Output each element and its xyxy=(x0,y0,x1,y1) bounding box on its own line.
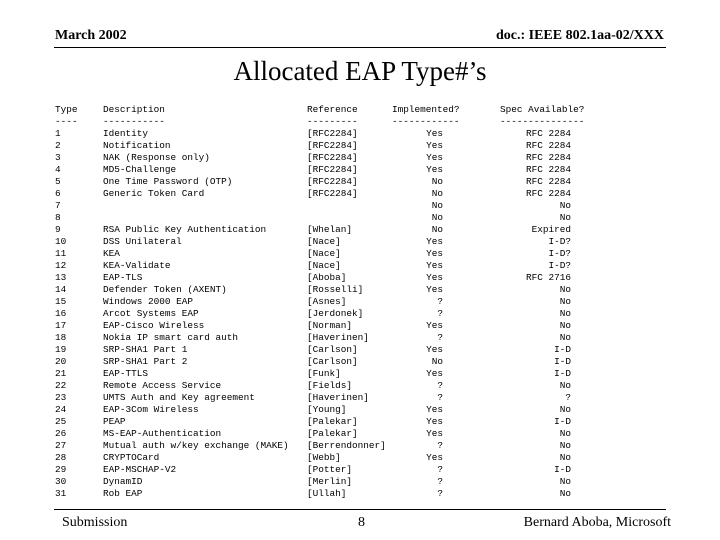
cell-spec-available: No xyxy=(559,404,571,415)
header-doc-id: doc.: IEEE 802.1aa-02/XXX xyxy=(495,28,664,43)
cell-reference: [RFC2284] xyxy=(307,176,358,187)
cell-spec-available: No xyxy=(559,476,571,487)
cell-description: Mutual auth w/key exchange (MAKE) xyxy=(103,440,289,451)
cell-description: Remote Access Service xyxy=(103,380,222,391)
cell-reference: [Asnes] xyxy=(307,296,347,307)
cell-spec-available: RFC 2284 xyxy=(525,176,571,187)
cell-description: SRP-SHA1 Part 1 xyxy=(103,344,188,355)
cell-implemented: No xyxy=(431,356,443,367)
cell-description: Generic Token Card xyxy=(103,188,205,199)
cell-type: 1 xyxy=(55,128,61,139)
cell-spec-available: RFC 2284 xyxy=(525,164,571,175)
cell-implemented: No xyxy=(431,212,443,223)
cell-reference: [Merlin] xyxy=(307,476,353,487)
cell-description: EAP-Cisco Wireless xyxy=(103,320,205,331)
cell-type: 8 xyxy=(55,212,61,223)
col-rule-spec-available: --------------- xyxy=(500,116,585,127)
cell-reference: [Young] xyxy=(307,404,347,415)
cell-type: 21 xyxy=(55,368,67,379)
cell-spec-available: No xyxy=(559,320,571,331)
cell-implemented: Yes xyxy=(426,344,443,355)
cell-type: 11 xyxy=(55,248,67,259)
table-header-rule-row xyxy=(55,116,585,128)
cell-reference: [Carlson] xyxy=(307,356,358,367)
table-row xyxy=(55,296,571,308)
cell-implemented: No xyxy=(431,188,443,199)
cell-type: 13 xyxy=(55,272,67,283)
cell-reference: [Nace] xyxy=(307,248,341,259)
cell-type: 31 xyxy=(55,488,67,499)
cell-implemented: Yes xyxy=(426,152,443,163)
header-date: March 2002 xyxy=(55,28,127,43)
cell-description: CRYPTOCard xyxy=(103,452,160,463)
cell-spec-available: No xyxy=(559,428,571,439)
table-row xyxy=(55,320,571,332)
col-header-description: Description xyxy=(103,104,165,115)
cell-description: DynamID xyxy=(103,476,143,487)
cell-type: 12 xyxy=(55,260,67,271)
cell-description: KEA-Validate xyxy=(103,260,171,271)
cell-spec-available: No xyxy=(559,440,571,451)
table-row xyxy=(55,344,571,356)
cell-implemented: ? xyxy=(437,476,443,487)
cell-implemented: ? xyxy=(437,440,443,451)
cell-type: 6 xyxy=(55,188,61,199)
cell-spec-available: No xyxy=(559,488,571,499)
cell-reference: [Palekar] xyxy=(307,428,358,439)
table-row xyxy=(55,284,571,296)
cell-implemented: ? xyxy=(437,392,443,403)
cell-description: Nokia IP smart card auth xyxy=(103,332,239,343)
cell-description: Arcot Systems EAP xyxy=(103,308,199,319)
cell-spec-available: ? xyxy=(565,392,571,403)
cell-spec-available: No xyxy=(559,332,571,343)
cell-type: 5 xyxy=(55,176,61,187)
cell-reference: [Berrendonner] xyxy=(307,440,386,451)
cell-spec-available: No xyxy=(559,380,571,391)
cell-spec-available: RFC 2284 xyxy=(525,140,571,151)
cell-spec-available: No xyxy=(559,284,571,295)
table-row xyxy=(55,440,571,452)
table-row xyxy=(55,356,571,368)
table-row xyxy=(55,428,571,440)
cell-type: 24 xyxy=(55,404,67,415)
cell-implemented: ? xyxy=(437,296,443,307)
cell-type: 26 xyxy=(55,428,67,439)
cell-reference: [RFC2284] xyxy=(307,152,358,163)
cell-implemented: Yes xyxy=(426,164,443,175)
cell-reference: [RFC2284] xyxy=(307,128,358,139)
cell-description: DSS Unilateral xyxy=(103,236,182,247)
footer-submission: Submission xyxy=(62,515,128,530)
table-row xyxy=(55,380,571,392)
cell-implemented: Yes xyxy=(426,416,443,427)
cell-description: NAK (Response only) xyxy=(103,152,210,163)
table-row xyxy=(55,476,571,488)
cell-reference: [Jerdonek] xyxy=(307,308,364,319)
table-row xyxy=(55,212,571,224)
cell-reference: [Haverinen] xyxy=(307,332,369,343)
cell-reference: [RFC2284] xyxy=(307,140,358,151)
cell-type: 19 xyxy=(55,344,67,355)
table-row xyxy=(55,164,571,176)
cell-implemented: ? xyxy=(437,332,443,343)
table-row xyxy=(55,260,571,272)
col-header-spec-available: Spec Available? xyxy=(500,104,585,115)
cell-spec-available: I-D xyxy=(554,464,571,475)
cell-type: 23 xyxy=(55,392,67,403)
table-row xyxy=(55,236,571,248)
col-header-type: Type xyxy=(55,104,78,115)
table-row xyxy=(55,488,571,500)
cell-spec-available: RFC 2716 xyxy=(525,272,571,283)
cell-type: 10 xyxy=(55,236,67,247)
cell-reference: [RFC2284] xyxy=(307,188,358,199)
cell-implemented: Yes xyxy=(426,404,443,415)
cell-reference: [Aboba] xyxy=(307,272,347,283)
header-divider xyxy=(54,47,666,48)
cell-implemented: Yes xyxy=(426,428,443,439)
cell-implemented: Yes xyxy=(426,128,443,139)
cell-spec-available: I-D? xyxy=(548,248,571,259)
cell-implemented: ? xyxy=(437,380,443,391)
cell-reference: [Ullah] xyxy=(307,488,347,499)
page-number: 8 xyxy=(358,515,365,530)
cell-reference: [Haverinen] xyxy=(307,392,369,403)
col-rule-description: ----------- xyxy=(103,116,165,127)
table-row xyxy=(55,140,571,152)
cell-reference: [Rosselli] xyxy=(307,284,364,295)
col-rule-reference: --------- xyxy=(307,116,358,127)
cell-type: 29 xyxy=(55,464,67,475)
cell-description: Windows 2000 EAP xyxy=(103,296,194,307)
cell-type: 25 xyxy=(55,416,67,427)
cell-reference: [Carlson] xyxy=(307,344,358,355)
cell-implemented: Yes xyxy=(426,320,443,331)
cell-type: 15 xyxy=(55,296,67,307)
cell-type: 22 xyxy=(55,380,67,391)
cell-spec-available: RFC 2284 xyxy=(525,188,571,199)
cell-type: 16 xyxy=(55,308,67,319)
table-row xyxy=(55,152,571,164)
cell-description: Notification xyxy=(103,140,171,151)
cell-implemented: Yes xyxy=(426,272,443,283)
table-row xyxy=(55,308,571,320)
cell-reference: [Webb] xyxy=(307,452,341,463)
cell-description: One Time Password (OTP) xyxy=(103,176,233,187)
footer-divider xyxy=(54,509,666,510)
col-rule-implemented: ------------ xyxy=(392,116,460,127)
cell-spec-available: I-D xyxy=(554,416,571,427)
cell-description: EAP-TLS xyxy=(103,272,143,283)
cell-description: PEAP xyxy=(103,416,126,427)
table-row xyxy=(55,404,571,416)
table-row xyxy=(55,368,571,380)
cell-type: 3 xyxy=(55,152,61,163)
cell-spec-available: No xyxy=(559,212,571,223)
cell-description: SRP-SHA1 Part 2 xyxy=(103,356,188,367)
cell-implemented: ? xyxy=(437,464,443,475)
col-header-reference: Reference xyxy=(307,104,358,115)
cell-spec-available: I-D xyxy=(554,356,571,367)
table-row xyxy=(55,224,571,236)
eap-type-table xyxy=(55,104,585,500)
cell-spec-available: Expired xyxy=(531,224,571,235)
cell-type: 20 xyxy=(55,356,67,367)
cell-type: 7 xyxy=(55,200,61,211)
cell-implemented: ? xyxy=(437,308,443,319)
table-body xyxy=(55,128,571,500)
cell-description: MS-EAP-Authentication xyxy=(103,428,222,439)
cell-implemented: Yes xyxy=(426,248,443,259)
cell-type: 17 xyxy=(55,320,67,331)
table-row xyxy=(55,200,571,212)
cell-reference: [Potter] xyxy=(307,464,353,475)
cell-description: Defender Token (AXENT) xyxy=(103,284,227,295)
col-header-implemented: Implemented? xyxy=(392,104,460,115)
footer-author: Bernard Aboba, Microsoft xyxy=(523,515,671,530)
cell-description: EAP-TTLS xyxy=(103,368,149,379)
cell-type: 28 xyxy=(55,452,67,463)
cell-reference: [Nace] xyxy=(307,236,341,247)
cell-implemented: Yes xyxy=(426,368,443,379)
cell-description: EAP-3Com Wireless xyxy=(103,404,199,415)
cell-reference: [Palekar] xyxy=(307,416,358,427)
cell-description: MD5-Challenge xyxy=(103,164,177,175)
cell-reference: [Norman] xyxy=(307,320,353,331)
cell-description: EAP-MSCHAP-V2 xyxy=(103,464,177,475)
cell-type: 2 xyxy=(55,140,61,151)
cell-reference: [Nace] xyxy=(307,260,341,271)
cell-type: 30 xyxy=(55,476,67,487)
table-row xyxy=(55,416,571,428)
cell-reference: [Whelan] xyxy=(307,224,353,235)
table-header-row xyxy=(55,104,585,116)
cell-type: 4 xyxy=(55,164,61,175)
cell-implemented: No xyxy=(431,224,443,235)
table-row xyxy=(55,332,571,344)
cell-type: 18 xyxy=(55,332,67,343)
cell-spec-available: I-D xyxy=(554,344,571,355)
cell-reference: [RFC2284] xyxy=(307,164,358,175)
table-row xyxy=(55,464,571,476)
cell-description: RSA Public Key Authentication xyxy=(103,224,267,235)
table-row xyxy=(55,248,571,260)
cell-spec-available: No xyxy=(559,452,571,463)
cell-implemented: Yes xyxy=(426,452,443,463)
cell-spec-available: No xyxy=(559,308,571,319)
slide-title: Allocated EAP Type#’s xyxy=(233,56,487,86)
cell-spec-available: RFC 2284 xyxy=(525,128,571,139)
col-rule-type: ---- xyxy=(55,116,78,127)
cell-implemented: No xyxy=(431,176,443,187)
cell-implemented: Yes xyxy=(426,236,443,247)
cell-description: KEA xyxy=(103,248,120,259)
table-row xyxy=(55,452,571,464)
cell-implemented: Yes xyxy=(426,140,443,151)
table-row xyxy=(55,176,571,188)
cell-implemented: Yes xyxy=(426,260,443,271)
table-row xyxy=(55,188,571,200)
cell-spec-available: No xyxy=(559,296,571,307)
table-row xyxy=(55,272,571,284)
cell-implemented: No xyxy=(431,200,443,211)
cell-spec-available: I-D? xyxy=(548,260,571,271)
cell-type: 27 xyxy=(55,440,67,451)
cell-reference: [Fields] xyxy=(307,380,353,391)
cell-type: 14 xyxy=(55,284,67,295)
cell-spec-available: No xyxy=(559,200,571,211)
cell-description: Identity xyxy=(103,128,149,139)
cell-spec-available: I-D xyxy=(554,368,571,379)
cell-spec-available: I-D? xyxy=(548,236,571,247)
cell-implemented: ? xyxy=(437,488,443,499)
table-row xyxy=(55,128,571,140)
cell-spec-available: RFC 2284 xyxy=(525,152,571,163)
cell-reference: [Funk] xyxy=(307,368,341,379)
table-row xyxy=(55,392,571,404)
cell-type: 9 xyxy=(55,224,61,235)
cell-description: UMTS Auth and Key agreement xyxy=(103,392,255,403)
cell-implemented: Yes xyxy=(426,284,443,295)
cell-description: Rob EAP xyxy=(103,488,143,499)
